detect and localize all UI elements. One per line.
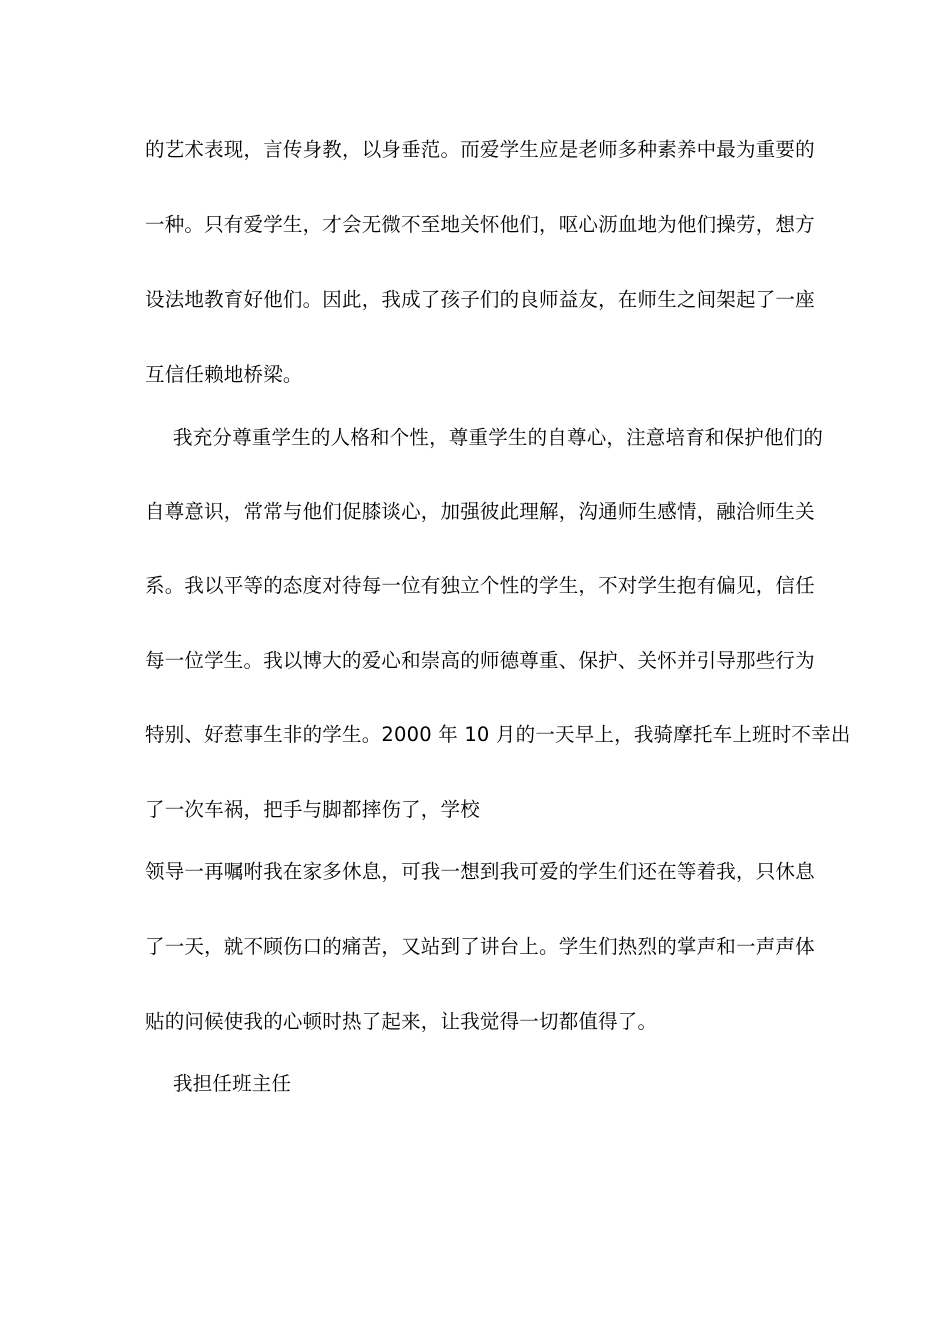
paragraph-line: 的艺术表现，言传身教，以身垂范。而爱学生应是老师多种素养中最为重要的 bbox=[145, 138, 815, 161]
paragraph-line: 特别、好惹事生非的学生。2000 年 10 月的一天早上，我骑摩托车上班时不幸出 bbox=[145, 723, 851, 746]
paragraph-line: 互信任赖地桥梁。 bbox=[145, 363, 303, 386]
paragraph-line: 贴的问候使我的心顿时热了起来，让我觉得一切都值得了。 bbox=[145, 1010, 658, 1033]
paragraph-line: 自尊意识，常常与他们促膝谈心，加强彼此理解，沟通师生感情，融洽师生关 bbox=[145, 500, 815, 523]
paragraph-line: 我充分尊重学生的人格和个性，尊重学生的自尊心，注意培育和保护他们的 bbox=[173, 426, 824, 449]
paragraph-line: 了一天，就不顾伤口的痛苦，又站到了讲台上。学生们热烈的掌声和一声声体 bbox=[145, 935, 815, 958]
paragraph-line: 设法地教育好他们。因此，我成了孩子们的良师益友，在师生之间架起了一座 bbox=[145, 288, 815, 311]
paragraph-line: 我担任班主任 bbox=[173, 1072, 292, 1095]
paragraph-line: 每一位学生。我以博大的爱心和崇高的师德尊重、保护、关怀并引导那些行为 bbox=[145, 649, 815, 672]
paragraph-line: 一种。只有爱学生，才会无微不至地关怀他们，呕心沥血地为他们操劳，想方 bbox=[145, 213, 815, 236]
paragraph-line: 了一次车祸，把手与脚都摔伤了，学校 bbox=[145, 798, 480, 821]
paragraph-line: 领导一再嘱咐我在家多休息，可我一想到我可爱的学生们还在等着我，只休息 bbox=[145, 860, 815, 883]
paragraph-line: 系。我以平等的态度对待每一位有独立个性的学生，不对学生抱有偏见，信任 bbox=[145, 574, 815, 597]
